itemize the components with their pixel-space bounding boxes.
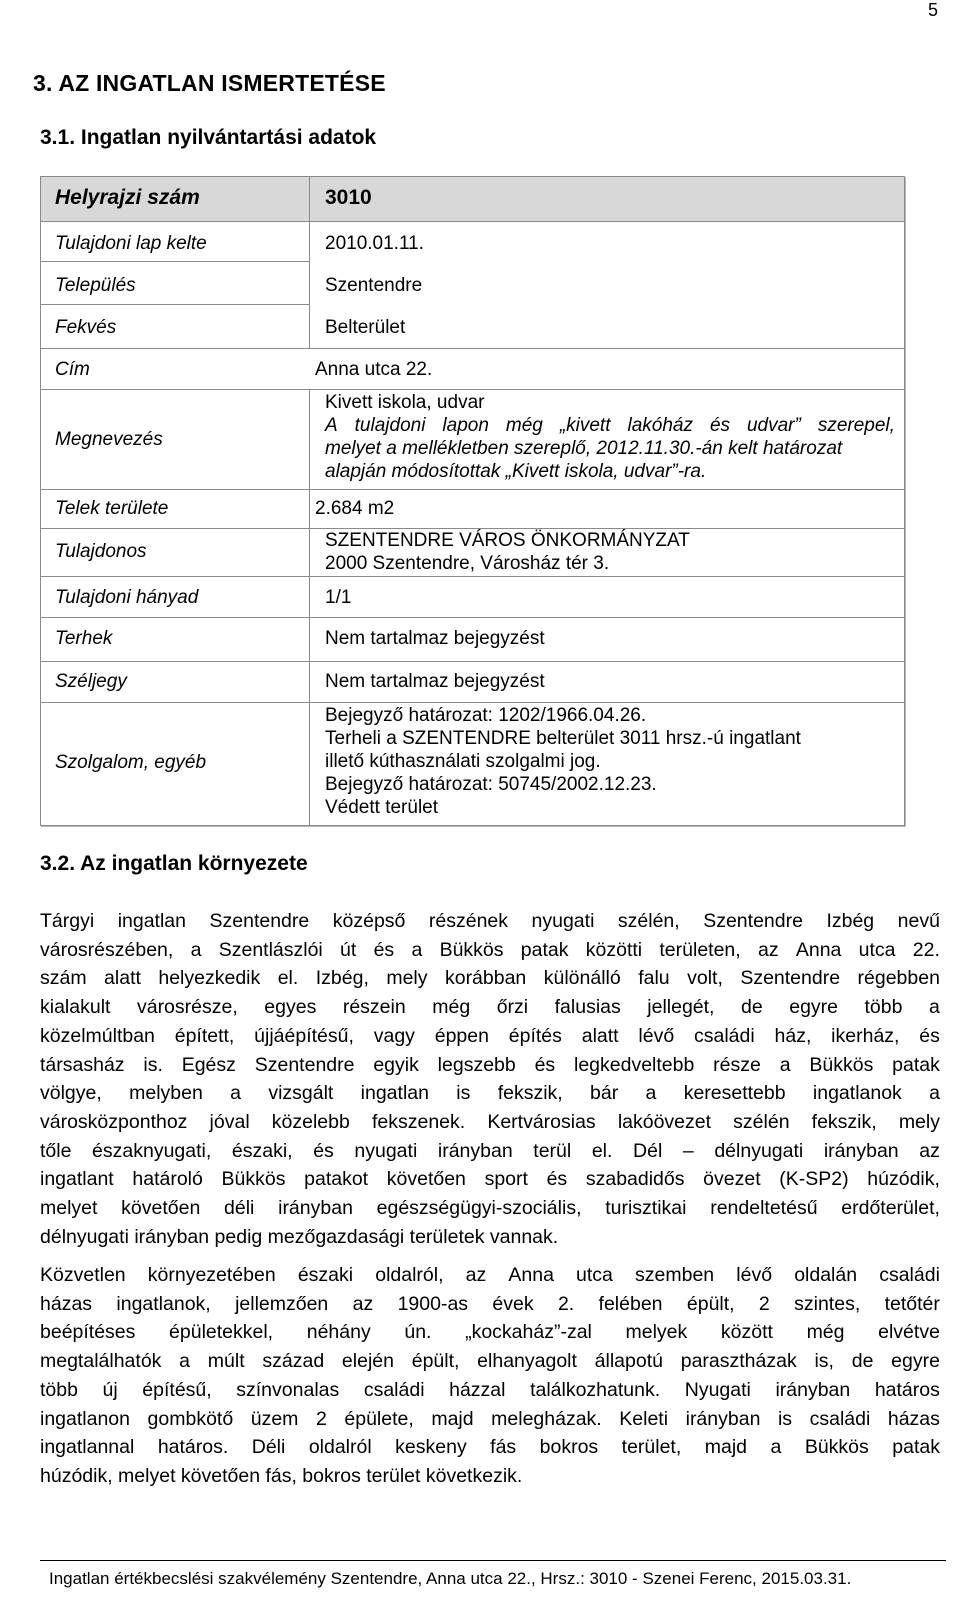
paragraph-line: tőle északnyugati, északi, és nyugati irányban terül el. Dél – délnyugati irányban az bbox=[40, 1139, 940, 1162]
value-hrsz: 3010 bbox=[325, 186, 372, 209]
paragraph-line: melyet követően déli irányban egészségügyi-szociális, turisztikai rendeltetésű erdőterület, bbox=[40, 1197, 940, 1220]
szolgalom-line: illető kúthasználati szolgalmi jog. bbox=[325, 751, 601, 772]
row-divider bbox=[41, 261, 309, 262]
label-fekves: Fekvés bbox=[55, 317, 117, 338]
row-divider bbox=[41, 348, 904, 349]
row-divider bbox=[41, 576, 904, 577]
paragraph-line: délnyugati irányban pedig mezőgazdasági területek vannak. bbox=[40, 1225, 559, 1248]
value-tulajdonos bbox=[325, 529, 690, 575]
column-divider bbox=[309, 177, 310, 348]
paragraph-line: városrészében, a Szentlászlói út és a Bükkös patak közötti területen, az Anna utca 22. bbox=[40, 938, 940, 961]
label-cim: Cím bbox=[55, 359, 90, 380]
value-lap-kelte: 2010.01.11. bbox=[325, 233, 424, 254]
value-szolgalom bbox=[325, 704, 801, 819]
paragraph-environment bbox=[40, 907, 940, 1251]
megnevezes-line: A tulajdoni lapon még „kivett lakóház és udvar” szerepel, bbox=[325, 415, 895, 436]
page-number: 5 bbox=[928, 0, 939, 20]
value-terhek: Nem tartalmaz bejegyzést bbox=[325, 628, 545, 649]
megnevezes-line: melyet a mellékletben szereplő, 2012.11.30.-án kelt határozat bbox=[325, 438, 843, 459]
value-szeljegy: Nem tartalmaz bejegyzést bbox=[325, 671, 545, 692]
section-heading: 3. AZ INGATLAN ISMERTETÉSE bbox=[33, 70, 386, 96]
paragraph-line: ingatlannal határos. Déli oldalról keskeny fás bokros terület, majd a Bükkös patak bbox=[40, 1436, 940, 1459]
value-hanyad: 1/1 bbox=[325, 587, 352, 608]
paragraph-line: szám alatt helyezkedik el. Izbég, mely korábban különálló falu volt, Szentendre régebben bbox=[40, 967, 940, 990]
megnevezes-line: alapján módosítottak „Kivett iskola, udvar”-ra. bbox=[325, 461, 707, 482]
page-footer: Ingatlan értékbecslési szakvélemény Szentendre, Anna utca 22., Hrsz.: 3010 - Szenei Ferenc, 2015.03.31. bbox=[49, 1569, 852, 1588]
szolgalom-line: Bejegyző határozat: 50745/2002.12.23. bbox=[325, 774, 657, 795]
paragraph-line: ingatlant határoló Bükkös patakot követően sport és szabadidős övezet (K-SP2) húzódik, bbox=[40, 1168, 940, 1191]
paragraph-line: házas ingatlanok, jellemzően az 1900-as évek 2. felében épült, 2 szintes, tetőtér bbox=[40, 1292, 940, 1315]
label-telepules: Település bbox=[55, 275, 136, 296]
paragraph-surroundings bbox=[40, 1261, 940, 1491]
tulajdonos-line: 2000 Szentendre, Városház tér 3. bbox=[325, 553, 610, 574]
paragraph-line: több új építésű, színvonalas családi házzal találkozhatunk. Nyugati irányban határos bbox=[40, 1378, 940, 1401]
label-hrsz: Helyrajzi szám bbox=[55, 186, 200, 209]
subsection-heading-registry: 3.1. Ingatlan nyilvántartási adatok bbox=[40, 126, 377, 149]
paragraph-line: beépítéses épületekkel, néhány ún. „kockaház”-zal melyek között még elvétve bbox=[40, 1321, 940, 1344]
paragraph-line: ingatlanon gombkötő üzem 2 épülete, majd melegházak. Keleti irányban is családi házas bbox=[40, 1407, 940, 1430]
paragraph-line: kialakult városrésze, egyes részein még őrzi falusias jellegét, de egyre több a bbox=[40, 996, 940, 1019]
paragraph-line: völgye, melyben a vizsgált ingatlan is fekszik, bár a keresettebb ingatlanok a bbox=[40, 1082, 940, 1105]
szolgalom-line: Bejegyző határozat: 1202/1966.04.26. bbox=[325, 705, 647, 726]
szolgalom-line: Védett terület bbox=[325, 797, 439, 818]
row-divider bbox=[41, 221, 904, 222]
label-terulet: Telek területe bbox=[55, 498, 169, 519]
label-tulajdonos: Tulajdonos bbox=[55, 541, 147, 562]
paragraph-line: húzódik, melyet követően fás, bokros terület következik. bbox=[40, 1464, 523, 1487]
label-szolgalom: Szolgalom, egyéb bbox=[55, 752, 207, 773]
label-megnevezes: Megnevezés bbox=[55, 429, 163, 450]
value-fekves: Belterület bbox=[325, 317, 406, 338]
row-divider bbox=[41, 661, 904, 662]
szolgalom-line: Terheli a SZENTENDRE belterület 3011 hrsz.-ú ingatlant bbox=[325, 728, 801, 749]
label-lap-kelte: Tulajdoni lap kelte bbox=[55, 233, 207, 254]
row-divider bbox=[41, 617, 904, 618]
value-cim: Anna utca 22. bbox=[315, 359, 433, 380]
megnevezes-line: Kivett iskola, udvar bbox=[325, 392, 485, 413]
paragraph-line: társasház is. Egész Szentendre egyik legszebb és legkedveltebb része a Bükkös patak bbox=[40, 1053, 940, 1076]
label-szeljegy: Széljegy bbox=[55, 671, 127, 692]
paragraph-line: megtalálhatók a múlt század elején épült, elhanyagolt állapotú parasztházak is, de egyre bbox=[40, 1350, 940, 1373]
column-divider bbox=[309, 389, 310, 825]
value-terulet: 2.684 m2 bbox=[315, 498, 395, 519]
property-data-table bbox=[40, 176, 905, 826]
paragraph-line: városközponthoz jóval közelebb fekszenek. Kertvárosias lakóövezet szélén fekszik, mely bbox=[40, 1110, 940, 1133]
label-terhek: Terhek bbox=[55, 628, 113, 649]
row-divider bbox=[41, 489, 904, 490]
row-divider bbox=[41, 702, 904, 703]
row-divider bbox=[41, 389, 904, 390]
paragraph-line: közelmúltban épített, újjáépítésű, vagy éppen építés alatt lévő családi ház, ikerház, és bbox=[40, 1024, 940, 1047]
row-divider bbox=[41, 304, 309, 305]
paragraph-line: Tárgyi ingatlan Szentendre középső részének nyugati szélén, Szentendre Izbég nevű bbox=[40, 910, 940, 932]
value-megnevezes bbox=[325, 391, 895, 483]
paragraph-line: Közvetlen környezetében északi oldalról, az Anna utca szemben lévő oldalán családi bbox=[40, 1264, 940, 1286]
label-hanyad: Tulajdoni hányad bbox=[55, 587, 199, 608]
value-telepules: Szentendre bbox=[325, 275, 423, 296]
subsection-heading-environment: 3.2. Az ingatlan környezete bbox=[40, 852, 308, 875]
footer-divider bbox=[40, 1560, 946, 1561]
tulajdonos-line: SZENTENDRE VÁROS ÖNKORMÁNYZAT bbox=[325, 530, 690, 551]
